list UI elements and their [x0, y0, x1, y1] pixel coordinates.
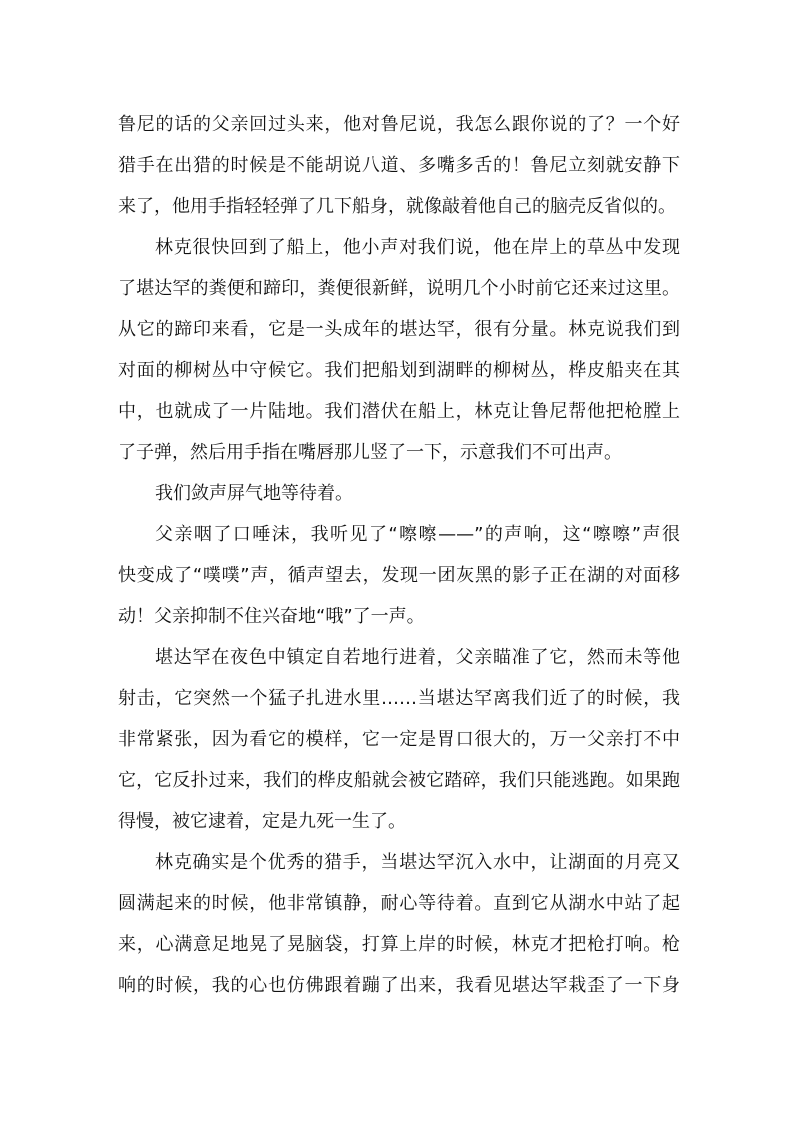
paragraph-first-line: 林克很快回到了船上，他小声对我们说，他在岸上的草丛中发现 — [155, 237, 680, 258]
text-line: 非常紧张，因为看它的模样，它一定是胃口很大的，万一父亲打不中 — [118, 729, 680, 750]
text-line: 来，心满意足地晃了晃脑袋，打算上岸的时候，林克才把枪打响。枪 — [118, 934, 680, 955]
text-line: 圆满起来的时候，他非常镇静，耐心等待着。直到它从湖水中站了起 — [118, 893, 680, 914]
text-line: 动！父亲抑制不住兴奋地“哦”了一声。 — [118, 606, 425, 627]
text-line: 从它的蹄印来看，它是一头成年的堪达罕，很有分量。林克说我们到 — [118, 319, 680, 340]
paragraph-first-line: 林克确实是个优秀的猎手，当堪达罕沉入水中，让湖面的月亮又 — [155, 852, 680, 873]
text-line: 了堪达罕的粪便和蹄印，粪便很新鲜，说明几个小时前它还来过这里。 — [118, 278, 680, 299]
text-line: 快变成了“噗噗”声，循声望去，发现一团灰黑的影子正在湖的对面移 — [118, 565, 680, 586]
text-line: 中，也就成了一片陆地。我们潜伏在船上，林克让鲁尼帮他把枪膛上 — [118, 401, 680, 422]
article-body — [118, 104, 680, 1006]
paragraph-first-line: 堪达罕在夜色中镇定自若地行进着，父亲瞄准了它，然而未等他 — [155, 647, 680, 668]
text-line: 射击，它突然一个猛子扎进水里……当堪达罕离我们近了的时候，我 — [118, 688, 680, 709]
text-line: 鲁尼的话的父亲回过头来，他对鲁尼说，我怎么跟你说的了？一个好 — [118, 114, 680, 135]
text-line: 了子弹，然后用手指在嘴唇那儿竖了一下，示意我们不可出声。 — [118, 442, 622, 463]
text-line: 响的时候，我的心也仿佛跟着蹦了出来，我看见堪达罕栽歪了一下身 — [118, 975, 680, 996]
paragraph-first-line: 我们敛声屏气地等待着。 — [155, 483, 353, 504]
text-line: 对面的柳树丛中守候它。我们把船划到湖畔的柳树丛，桦皮船夹在其 — [118, 360, 680, 381]
text-line: 得慢，被它逮着，定是九死一生了。 — [118, 811, 406, 832]
text-line: 来了，他用手指轻轻弹了几下船身，就像敲着他自己的脑壳反省似的。 — [118, 196, 676, 217]
paragraph-first-line: 父亲咽了口唾沫，我听见了“嚓嚓——”的声响，这“嚓嚓”声很 — [155, 524, 680, 545]
text-line: 猎手在出猎的时候是不能胡说八道、多嘴多舌的！鲁尼立刻就安静下 — [118, 155, 680, 176]
text-line: 它，它反扑过来，我们的桦皮船就会被它踏碎，我们只能逃跑。如果跑 — [118, 770, 680, 791]
